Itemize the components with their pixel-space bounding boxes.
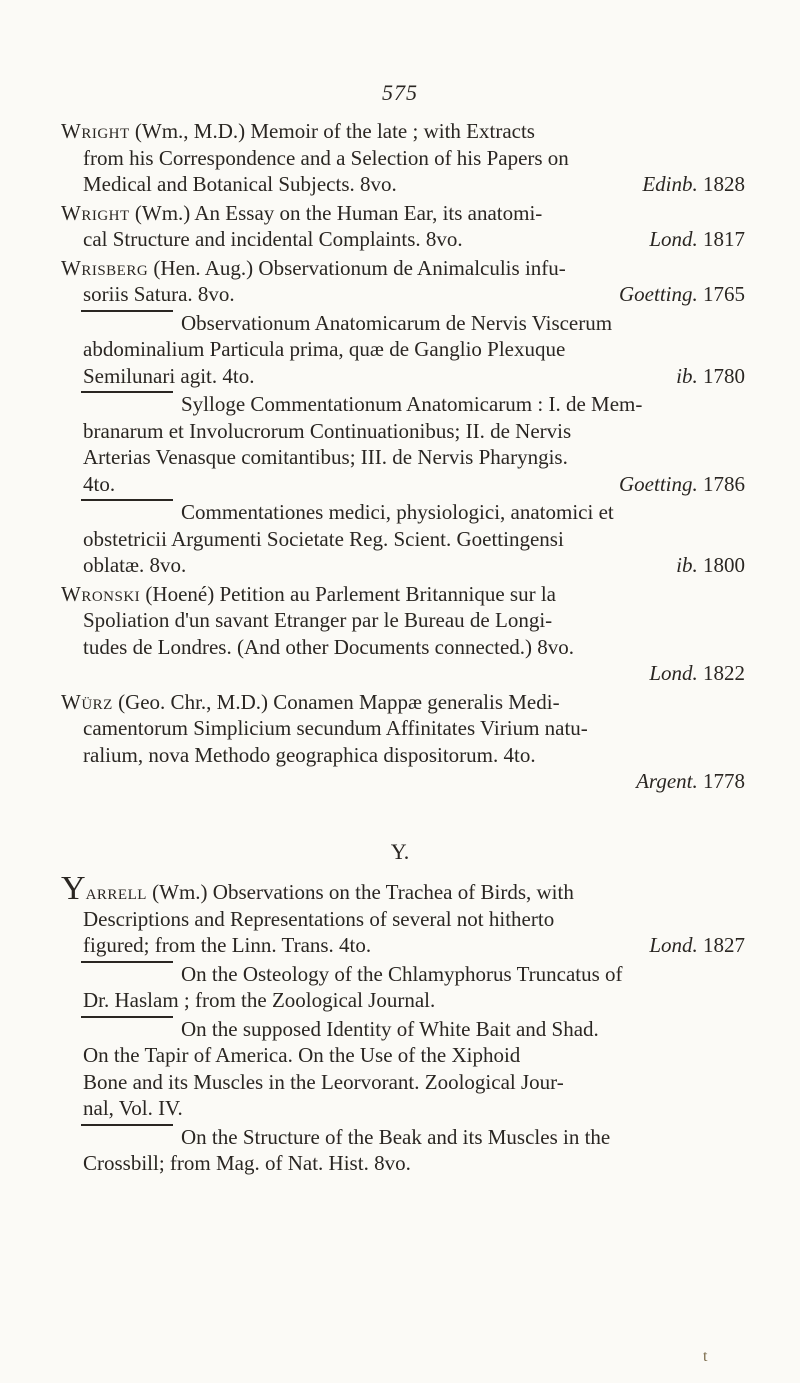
entry-yarrell-trachea: Yarrell (Wm.) Observations on the Trachea of Birds, with Descriptions and Representations of several not hitherto figured; from the Linn. Trans. 4to. Lond. 1827 bbox=[61, 870, 745, 957]
year: 1786 bbox=[697, 471, 745, 496]
year: 1800 bbox=[697, 553, 745, 577]
author-name: arrell bbox=[85, 880, 147, 904]
bibliography-w-entries bbox=[61, 118, 745, 797]
year: 1828 bbox=[697, 172, 745, 196]
entry-wrisberg-sylloge: Sylloge Commentationum Anatomicarum : I. de Mem- branarum et Involucrorum Continuationibus; II. de Nervis Arterias Venasque comitantibus; III. de Nervis Pharyngis. 4to. Goetting. 1786 bbox=[83, 392, 745, 496]
entry-wronski: Wronski (Hoené) Petition au Parlement Britannique sur la Spoliation d'un savant Etranger par le Bureau de Longi- tudes de Londres. (And other Documents connected.) 8vo. Lond. 1822 bbox=[61, 581, 745, 685]
drop-initial: Y bbox=[61, 870, 86, 907]
entry-yarrell-crossbill: On the Structure of the Beak and its Muscles in the Crossbill; from Mag. of Nat. Hist. 8vo. bbox=[83, 1124, 611, 1175]
place: ib. bbox=[676, 553, 698, 577]
place: ib. bbox=[676, 363, 698, 388]
section-heading-y: Y. bbox=[390, 839, 410, 864]
page-number: 575 bbox=[382, 80, 418, 105]
place: Edinb. bbox=[642, 172, 698, 196]
entry-wrisberg-commentationes: Commentationes medici, physiologici, anatomici et obstetricii Argumenti Societate Reg. Scient. Goettingensi oblatæ. 8vo. ib. 1800 bbox=[83, 500, 745, 577]
ditto-dash bbox=[81, 1016, 173, 1039]
entry-yarrell-white-bait: On the supposed Identity of White Bait and Shad. On the Tapir of America. On the Use of the Xiphoid Bone and its Muscles in the Leorvorant. Zoological Jour- nal, Vol. IV. bbox=[83, 1016, 599, 1120]
author-name: Wronski bbox=[61, 581, 141, 606]
footer-mark: t bbox=[703, 1348, 708, 1365]
place: Lond. bbox=[649, 933, 698, 957]
entry-wrisberg-animalculis: Wrisberg (Hen. Aug.) Observationum de Animalculis infu- soriis Satura. 8vo. Goetting. 1765 bbox=[61, 255, 745, 306]
year: 1817 bbox=[697, 227, 745, 251]
year: 1778 bbox=[697, 769, 745, 793]
place: Goetting. bbox=[619, 282, 698, 306]
year: 1827 bbox=[697, 933, 745, 957]
entry-yarrell-osteology: On the Osteology of the Chlamyphorus Truncatus of Dr. Haslam ; from the Zoological Journal. bbox=[83, 961, 623, 1012]
place: Lond. bbox=[649, 227, 698, 251]
year: 1780 bbox=[697, 363, 745, 388]
ditto-dash bbox=[81, 961, 173, 984]
ditto-dash bbox=[81, 391, 173, 414]
author-name: Wrisberg bbox=[61, 255, 149, 280]
entry-wright-memoir: Wright (Wm., M.D.) Memoir of the late ; with Extracts from his Correspondence and a Selection of his Papers on Medical and Botanical Subjects. 8vo. Edinb. 1828 bbox=[61, 119, 745, 196]
year: 1765 bbox=[697, 282, 745, 306]
ditto-dash bbox=[81, 1124, 173, 1147]
place: Goetting. bbox=[619, 471, 698, 496]
place: Argent. bbox=[636, 769, 698, 793]
entry-wurz: Würz (Geo. Chr., M.D.) Conamen Mappæ generalis Medi- camentorum Simplicium secundum Affinitates Virium natu- ralium, nova Methodo geographica dispositorum. 4to. Argent. 1778 bbox=[61, 689, 745, 793]
entry-wrisberg-nervis-viscerum: Observationum Anatomicarum de Nervis Viscerum abdominalium Particula prima, quæ de Ganglio Plexuque Semilunari agit. 4to. ib. 1780 bbox=[83, 310, 745, 388]
place: Lond. bbox=[649, 661, 698, 685]
year: 1822 bbox=[697, 661, 745, 685]
bibliography-y-entries bbox=[61, 870, 745, 1179]
author-name: Wright bbox=[61, 119, 130, 143]
author-name: Würz bbox=[61, 689, 113, 714]
author-name: Wright bbox=[61, 200, 130, 225]
ditto-dash bbox=[81, 499, 173, 522]
ditto-dash bbox=[81, 310, 173, 333]
entry-wright-essay: Wright (Wm.) An Essay on the Human Ear, its anatomi- cal Structure and incidental Complaints. 8vo. Lond. 1817 bbox=[61, 200, 745, 251]
